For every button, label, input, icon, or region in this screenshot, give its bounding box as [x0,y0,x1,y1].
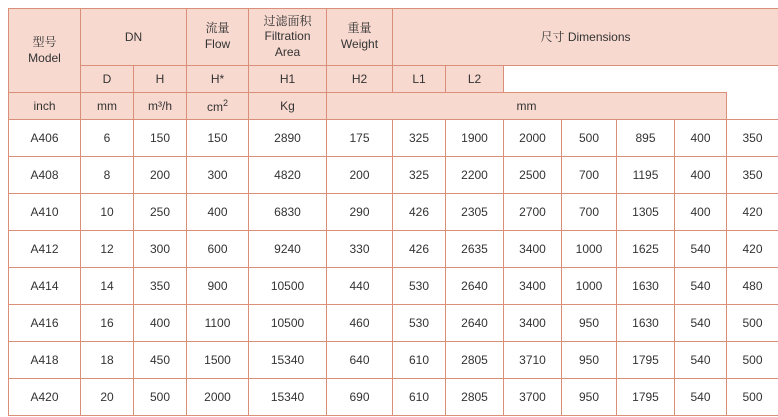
cell-weight: 640 [327,342,393,379]
unit-area-base: cm [207,100,223,114]
cell-weight: 290 [327,194,393,231]
unit-area-sup: 2 [223,98,228,108]
header-cell-filtration-area [249,9,327,66]
cell-inch: 8 [81,157,134,194]
header-cell-model [9,9,81,93]
cell-flow: 1100 [187,305,249,342]
cell-area: 9240 [249,231,327,268]
table-row [9,305,778,342]
cell-h_star: 3700 [504,379,562,416]
cell-model: A418 [9,342,81,379]
cell-flow: 150 [187,120,249,157]
cell-l2: 480 [727,268,778,305]
cell-d: 530 [393,305,446,342]
cell-model: A420 [9,379,81,416]
cell-weight: 690 [327,379,393,416]
cell-mm: 500 [134,379,187,416]
unit-cell-flow: m³/h [134,93,187,120]
cell-model: A406 [9,120,81,157]
cell-mm: 200 [134,157,187,194]
header-row-secondary [9,66,778,93]
cell-l1: 540 [675,305,727,342]
table-row [9,231,778,268]
cell-h1: 950 [562,342,617,379]
cell-h_star: 2000 [504,120,562,157]
cell-h2: 1630 [617,268,675,305]
header-flow-line1: 流量 [187,21,248,37]
cell-l1: 400 [675,194,727,231]
cell-d: 325 [393,157,446,194]
cell-h1: 1000 [562,268,617,305]
cell-l1: 540 [675,342,727,379]
table-body [9,120,778,416]
cell-l1: 540 [675,231,727,268]
cell-l2: 500 [727,342,778,379]
cell-mm: 350 [134,268,187,305]
cell-flow: 300 [187,157,249,194]
header-filtration-line3: Area [249,45,326,61]
cell-weight: 330 [327,231,393,268]
table-header [9,9,778,120]
cell-h2: 1195 [617,157,675,194]
cell-area: 15340 [249,342,327,379]
header-cell-l1: L1 [393,66,446,93]
cell-flow: 900 [187,268,249,305]
cell-h_star: 3400 [504,305,562,342]
cell-flow: 600 [187,231,249,268]
table-row [9,342,778,379]
cell-d: 325 [393,120,446,157]
table-row [9,120,778,157]
cell-h1: 500 [562,120,617,157]
table-row [9,379,778,416]
header-model-line1: 型号 [9,35,80,51]
cell-l2: 420 [727,194,778,231]
cell-mm: 450 [134,342,187,379]
cell-model: A416 [9,305,81,342]
cell-h2: 1625 [617,231,675,268]
cell-weight: 175 [327,120,393,157]
cell-h: 2805 [446,379,504,416]
cell-flow: 1500 [187,342,249,379]
header-weight-line1: 重量 [327,21,392,37]
header-cell-h1: H1 [249,66,327,93]
cell-weight: 200 [327,157,393,194]
unit-cell-weight: Kg [249,93,327,120]
cell-l1: 540 [675,268,727,305]
header-cell-h2: H2 [327,66,393,93]
cell-l2: 500 [727,379,778,416]
cell-area: 4820 [249,157,327,194]
cell-area: 10500 [249,268,327,305]
cell-model: A410 [9,194,81,231]
header-model-line2: Model [9,51,80,67]
cell-h2: 1305 [617,194,675,231]
cell-inch: 6 [81,120,134,157]
cell-l2: 350 [727,120,778,157]
cell-l2: 350 [727,157,778,194]
header-cell-dn: DN [81,9,187,66]
cell-area: 2890 [249,120,327,157]
cell-h: 2305 [446,194,504,231]
cell-h1: 700 [562,194,617,231]
header-cell-flow [187,9,249,66]
cell-model: A414 [9,268,81,305]
cell-h_star: 2500 [504,157,562,194]
cell-d: 530 [393,268,446,305]
header-cell-dimensions: 尺寸 Dimensions [393,9,778,66]
cell-l1: 540 [675,379,727,416]
cell-model: A408 [9,157,81,194]
cell-h2: 1630 [617,305,675,342]
cell-d: 610 [393,342,446,379]
header-weight-line2: Weight [327,37,392,53]
cell-h_star: 3400 [504,268,562,305]
cell-area: 6830 [249,194,327,231]
cell-inch: 16 [81,305,134,342]
cell-inch: 10 [81,194,134,231]
cell-h: 2635 [446,231,504,268]
cell-flow: 2000 [187,379,249,416]
cell-h1: 950 [562,379,617,416]
cell-weight: 460 [327,305,393,342]
cell-h2: 895 [617,120,675,157]
cell-flow: 400 [187,194,249,231]
cell-h_star: 3710 [504,342,562,379]
unit-cell-area [187,93,249,120]
cell-mm: 400 [134,305,187,342]
cell-h: 1900 [446,120,504,157]
header-cell-weight [327,9,393,66]
cell-inch: 18 [81,342,134,379]
unit-cell-inch: inch [9,93,81,120]
header-filtration-line2: Filtration [249,29,326,45]
header-row-primary [9,9,778,66]
cell-h: 2640 [446,268,504,305]
unit-cell-dimensions: mm [327,93,727,120]
cell-h_star: 2700 [504,194,562,231]
cell-inch: 14 [81,268,134,305]
table-row [9,194,778,231]
cell-l1: 400 [675,157,727,194]
cell-h2: 1795 [617,379,675,416]
header-cell-l2: L2 [446,66,504,93]
cell-l1: 400 [675,120,727,157]
cell-h: 2640 [446,305,504,342]
unit-cell-mm: mm [81,93,134,120]
cell-inch: 12 [81,231,134,268]
header-row-units [9,93,778,120]
cell-h1: 950 [562,305,617,342]
header-cell-h: H [134,66,187,93]
cell-d: 610 [393,379,446,416]
cell-mm: 300 [134,231,187,268]
specifications-table [8,8,778,416]
cell-h1: 1000 [562,231,617,268]
cell-mm: 250 [134,194,187,231]
cell-d: 426 [393,231,446,268]
cell-l2: 420 [727,231,778,268]
cell-area: 15340 [249,379,327,416]
cell-d: 426 [393,194,446,231]
cell-h: 2805 [446,342,504,379]
header-cell-d: D [81,66,134,93]
cell-model: A412 [9,231,81,268]
cell-area: 10500 [249,305,327,342]
cell-h1: 700 [562,157,617,194]
cell-mm: 150 [134,120,187,157]
cell-weight: 440 [327,268,393,305]
cell-l2: 500 [727,305,778,342]
table-row [9,268,778,305]
cell-inch: 20 [81,379,134,416]
cell-h_star: 3400 [504,231,562,268]
cell-h: 2200 [446,157,504,194]
cell-h2: 1795 [617,342,675,379]
header-cell-h-star: H* [187,66,249,93]
header-flow-line2: Flow [187,37,248,53]
header-filtration-line1: 过滤面积 [249,14,326,30]
table-row [9,157,778,194]
